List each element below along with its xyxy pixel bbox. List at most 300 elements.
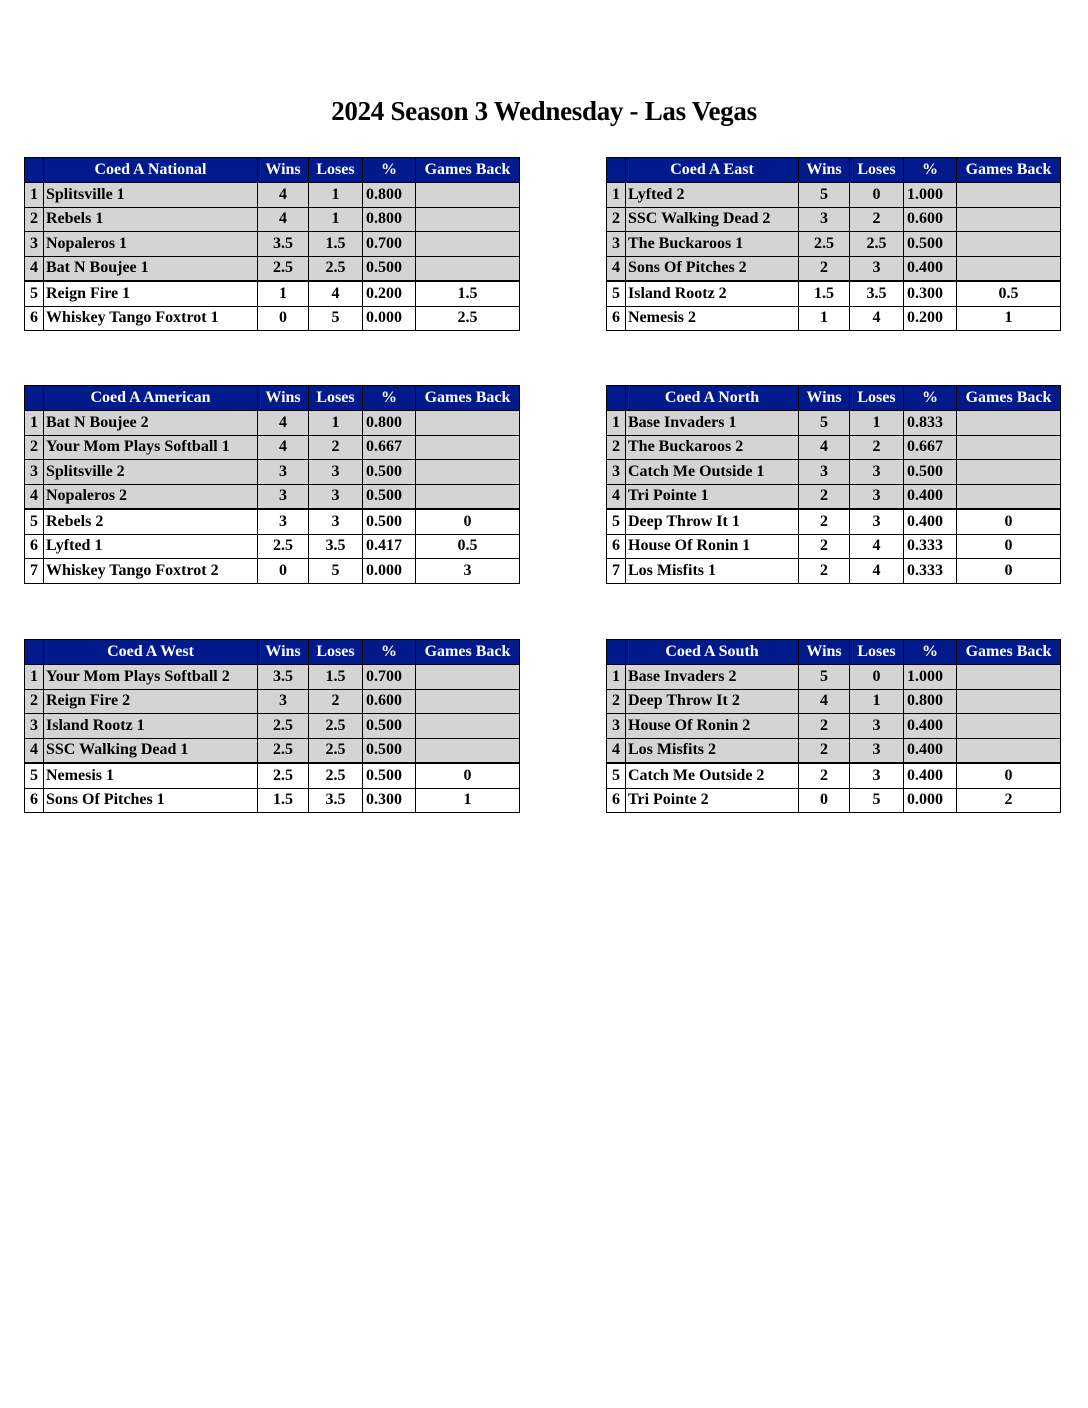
rank-cell: 6 [607,306,626,331]
games-back-cell: 0 [416,509,520,534]
games-back-cell [416,484,520,509]
loses-cell: 4 [850,306,904,331]
table-row [25,689,520,714]
pct-cell: 0.400 [904,484,957,509]
loses-cell: 1 [309,183,363,208]
wins-cell: 2.5 [258,714,309,739]
team-name-cell: Whiskey Tango Foxtrot 1 [44,306,258,331]
pct-cell: 0.500 [363,738,416,763]
pct-cell: 0.333 [904,534,957,559]
pct-cell: 0.400 [904,509,957,534]
wins-cell: 2 [799,559,850,584]
wins-cell: 1.5 [258,788,309,813]
rank-cell: 3 [25,460,44,485]
pct-cell: 0.800 [904,689,957,714]
games-back-cell [957,207,1061,232]
games-back-cell [416,256,520,281]
loses-cell: 2 [850,207,904,232]
wins-header: Wins [799,386,850,411]
loses-cell: 3 [309,484,363,509]
rank-cell: 2 [25,435,44,460]
loses-cell: 3 [850,460,904,485]
team-name-cell: Nopaleros 2 [44,484,258,509]
loses-cell: 4 [850,559,904,584]
table-header-row [25,386,520,411]
wins-cell: 5 [799,665,850,690]
rank-cell: 3 [607,714,626,739]
loses-cell: 3 [309,460,363,485]
loses-cell: 1 [850,689,904,714]
rank-cell: 6 [607,534,626,559]
pct-cell: 0.500 [363,763,416,788]
pct-cell: 0.500 [363,714,416,739]
loses-cell: 5 [309,306,363,331]
team-name-cell: Nemesis 2 [626,306,799,331]
table-row [25,256,520,281]
games-back-cell: 0 [957,534,1061,559]
team-name-cell: Sons Of Pitches 1 [44,788,258,813]
rank-cell: 5 [25,763,44,788]
loses-cell: 2.5 [850,232,904,257]
loses-cell: 5 [850,788,904,813]
rank-header [25,386,44,411]
table-row [607,435,1061,460]
wins-cell: 3 [258,484,309,509]
table-row [25,460,520,485]
rank-cell: 2 [607,207,626,232]
team-name-cell: Reign Fire 1 [44,281,258,306]
loses-header: Loses [309,640,363,665]
division-name: Coed A West [44,640,258,665]
rank-cell: 4 [25,256,44,281]
loses-cell: 2 [309,435,363,460]
loses-cell: 1.5 [309,232,363,257]
wins-cell: 5 [799,411,850,436]
loses-cell: 2 [850,435,904,460]
games-back-cell [957,484,1061,509]
games-back-cell: 3 [416,559,520,584]
table-row [607,306,1061,331]
rank-cell: 1 [607,665,626,690]
loses-cell: 3 [850,484,904,509]
pct-header: % [363,640,416,665]
team-name-cell: SSC Walking Dead 1 [44,738,258,763]
games-back-cell: 0 [957,509,1061,534]
wins-cell: 4 [258,435,309,460]
rank-cell: 2 [25,689,44,714]
standings-table-national [24,157,520,331]
games-back-cell [957,256,1061,281]
loses-cell: 4 [309,281,363,306]
rank-cell: 3 [25,714,44,739]
games-back-cell [416,435,520,460]
table-row [607,207,1061,232]
team-name-cell: Whiskey Tango Foxtrot 2 [44,559,258,584]
table-row [607,788,1061,813]
loses-cell: 2.5 [309,256,363,281]
wins-cell: 2 [799,509,850,534]
wins-cell: 2 [799,714,850,739]
loses-cell: 1 [309,207,363,232]
team-name-cell: Bat N Boujee 1 [44,256,258,281]
pct-header: % [363,386,416,411]
table-row [25,763,520,788]
rank-cell: 6 [607,788,626,813]
games-back-header: Games Back [957,640,1061,665]
pct-header: % [904,640,957,665]
table-row [25,665,520,690]
team-name-cell: Bat N Boujee 2 [44,411,258,436]
games-back-cell [957,665,1061,690]
wins-cell: 1 [799,306,850,331]
pct-cell: 0.500 [363,509,416,534]
pct-cell: 0.400 [904,763,957,788]
rank-cell: 7 [25,559,44,584]
team-name-cell: Los Misfits 2 [626,738,799,763]
table-row [607,689,1061,714]
table-row [607,281,1061,306]
pct-cell: 0.000 [363,306,416,331]
rank-header [25,640,44,665]
pct-cell: 0.300 [363,788,416,813]
games-back-header: Games Back [957,158,1061,183]
games-back-cell [416,738,520,763]
loses-cell: 2.5 [309,738,363,763]
loses-cell: 0 [850,665,904,690]
games-back-cell: 0.5 [957,281,1061,306]
pct-cell: 0.417 [363,534,416,559]
games-back-cell: 0 [957,763,1061,788]
table-row [25,435,520,460]
table-row [25,183,520,208]
wins-cell: 3 [258,689,309,714]
games-back-cell [416,460,520,485]
table-row [25,559,520,584]
pct-cell: 0.200 [363,281,416,306]
rank-cell: 6 [25,788,44,813]
table-row [25,281,520,306]
games-back-cell: 0.5 [416,534,520,559]
table-row [25,534,520,559]
pct-header: % [904,158,957,183]
loses-header: Loses [850,640,904,665]
standings-table-west [24,639,520,813]
games-back-cell: 1 [957,306,1061,331]
pct-cell: 1.000 [904,665,957,690]
pct-cell: 0.400 [904,714,957,739]
pct-header: % [363,158,416,183]
rank-cell: 1 [25,665,44,690]
loses-header: Loses [850,158,904,183]
games-back-cell [957,435,1061,460]
loses-cell: 5 [309,559,363,584]
games-back-cell [957,460,1061,485]
pct-cell: 0.800 [363,411,416,436]
pct-cell: 0.500 [363,460,416,485]
wins-cell: 0 [799,788,850,813]
rank-cell: 5 [25,509,44,534]
pct-cell: 0.500 [904,232,957,257]
table-row [607,509,1061,534]
wins-cell: 3 [799,207,850,232]
wins-cell: 2.5 [258,738,309,763]
pct-cell: 0.700 [363,665,416,690]
loses-header: Loses [850,386,904,411]
team-name-cell: Splitsville 1 [44,183,258,208]
team-name-cell: Tri Pointe 1 [626,484,799,509]
wins-cell: 2 [799,484,850,509]
rank-cell: 5 [607,763,626,788]
team-name-cell: House Of Ronin 1 [626,534,799,559]
table-row [25,714,520,739]
page-title: 2024 Season 3 Wednesday - Las Vegas [331,96,757,126]
rank-cell: 2 [607,689,626,714]
team-name-cell: Reign Fire 2 [44,689,258,714]
pct-cell: 0.333 [904,559,957,584]
pct-cell: 0.833 [904,411,957,436]
rank-header [607,158,626,183]
team-name-cell: Tri Pointe 2 [626,788,799,813]
pct-header: % [904,386,957,411]
rank-cell: 1 [25,183,44,208]
team-name-cell: Island Rootz 2 [626,281,799,306]
games-back-cell [957,232,1061,257]
rank-cell: 5 [607,281,626,306]
table-row [607,534,1061,559]
games-back-cell: 1 [416,788,520,813]
rank-cell: 1 [25,411,44,436]
wins-cell: 3.5 [258,665,309,690]
rank-cell: 3 [25,232,44,257]
rank-cell: 5 [607,509,626,534]
wins-header: Wins [799,158,850,183]
team-name-cell: Base Invaders 1 [626,411,799,436]
wins-cell: 1 [258,281,309,306]
table-row [607,232,1061,257]
games-back-header: Games Back [957,386,1061,411]
games-back-cell: 0 [416,763,520,788]
games-back-cell [957,738,1061,763]
games-back-header: Games Back [416,640,520,665]
table-header-row [607,640,1061,665]
table-row [607,714,1061,739]
team-name-cell: SSC Walking Dead 2 [626,207,799,232]
rank-cell: 6 [25,306,44,331]
team-name-cell: Deep Throw It 2 [626,689,799,714]
games-back-cell [416,665,520,690]
table-header-row [607,158,1061,183]
team-name-cell: Nopaleros 1 [44,232,258,257]
wins-cell: 2 [799,534,850,559]
rank-cell: 3 [607,460,626,485]
games-back-cell: 2 [957,788,1061,813]
loses-cell: 4 [850,534,904,559]
team-name-cell: Your Mom Plays Softball 2 [44,665,258,690]
games-back-cell [957,689,1061,714]
wins-cell: 4 [799,435,850,460]
wins-cell: 2.5 [258,534,309,559]
games-back-cell: 2.5 [416,306,520,331]
games-back-header: Games Back [416,386,520,411]
pct-cell: 0.500 [363,256,416,281]
division-name: Coed A American [44,386,258,411]
division-name: Coed A South [626,640,799,665]
loses-cell: 3.5 [309,534,363,559]
loses-header: Loses [309,158,363,183]
loses-cell: 2.5 [309,714,363,739]
division-name: Coed A National [44,158,258,183]
pct-cell: 0.400 [904,256,957,281]
loses-cell: 1.5 [309,665,363,690]
team-name-cell: House Of Ronin 2 [626,714,799,739]
rank-header [607,386,626,411]
wins-cell: 2.5 [799,232,850,257]
wins-cell: 2 [799,763,850,788]
pct-cell: 0.300 [904,281,957,306]
table-row [25,207,520,232]
division-name: Coed A North [626,386,799,411]
team-name-cell: Catch Me Outside 1 [626,460,799,485]
table-row [607,183,1061,208]
loses-cell: 0 [850,183,904,208]
team-name-cell: Catch Me Outside 2 [626,763,799,788]
loses-header: Loses [309,386,363,411]
table-row [25,232,520,257]
pct-cell: 1.000 [904,183,957,208]
table-row [607,411,1061,436]
table-row [607,559,1061,584]
team-name-cell: Lyfted 2 [626,183,799,208]
table-header-row [25,640,520,665]
table-header-row [25,158,520,183]
wins-cell: 2.5 [258,256,309,281]
team-name-cell: Your Mom Plays Softball 1 [44,435,258,460]
table-row [607,665,1061,690]
wins-cell: 5 [799,183,850,208]
loses-cell: 3 [850,714,904,739]
team-name-cell: The Buckaroos 2 [626,435,799,460]
loses-cell: 3.5 [309,788,363,813]
wins-cell: 0 [258,559,309,584]
team-name-cell: The Buckaroos 1 [626,232,799,257]
table-row [607,460,1061,485]
wins-cell: 2 [799,256,850,281]
wins-header: Wins [258,386,309,411]
loses-cell: 3 [850,763,904,788]
loses-cell: 2.5 [309,763,363,788]
team-name-cell: Deep Throw It 1 [626,509,799,534]
rank-cell: 4 [607,484,626,509]
pct-cell: 0.667 [904,435,957,460]
loses-cell: 1 [309,411,363,436]
rank-header [25,158,44,183]
wins-cell: 1.5 [799,281,850,306]
wins-cell: 3 [799,460,850,485]
rank-cell: 3 [607,232,626,257]
pct-cell: 0.400 [904,738,957,763]
team-name-cell: Nemesis 1 [44,763,258,788]
rank-cell: 1 [607,183,626,208]
rank-cell: 4 [607,256,626,281]
loses-cell: 2 [309,689,363,714]
table-row [607,738,1061,763]
wins-header: Wins [799,640,850,665]
games-back-cell [416,411,520,436]
loses-cell: 3.5 [850,281,904,306]
standings-table-south [606,639,1061,813]
wins-cell: 3 [258,509,309,534]
standings-table-american [24,385,520,584]
wins-cell: 4 [258,411,309,436]
pct-cell: 0.200 [904,306,957,331]
rank-cell: 6 [25,534,44,559]
rank-cell: 7 [607,559,626,584]
table-row [25,484,520,509]
table-row [25,738,520,763]
games-back-cell [957,714,1061,739]
standings-table-east [606,157,1061,331]
wins-header: Wins [258,158,309,183]
wins-cell: 2 [799,738,850,763]
rank-header [607,640,626,665]
table-row [607,484,1061,509]
loses-cell: 3 [850,738,904,763]
games-back-cell [416,689,520,714]
wins-cell: 3 [258,460,309,485]
loses-cell: 3 [309,509,363,534]
pct-cell: 0.000 [904,788,957,813]
games-back-cell [416,207,520,232]
pct-cell: 0.000 [363,559,416,584]
pct-cell: 0.500 [363,484,416,509]
team-name-cell: Sons Of Pitches 2 [626,256,799,281]
team-name-cell: Base Invaders 2 [626,665,799,690]
team-name-cell: Rebels 2 [44,509,258,534]
games-back-header: Games Back [416,158,520,183]
pct-cell: 0.600 [904,207,957,232]
wins-header: Wins [258,640,309,665]
wins-cell: 4 [258,207,309,232]
games-back-cell [957,183,1061,208]
games-back-cell [416,714,520,739]
wins-cell: 0 [258,306,309,331]
pct-cell: 0.667 [363,435,416,460]
table-row [607,256,1061,281]
wins-cell: 2.5 [258,763,309,788]
pct-cell: 0.600 [363,689,416,714]
table-row [607,763,1061,788]
wins-cell: 3.5 [258,232,309,257]
loses-cell: 1 [850,411,904,436]
table-header-row [607,386,1061,411]
division-name: Coed A East [626,158,799,183]
table-row [25,788,520,813]
loses-cell: 3 [850,256,904,281]
rank-cell: 4 [607,738,626,763]
rank-cell: 4 [25,484,44,509]
table-row [25,306,520,331]
loses-cell: 3 [850,509,904,534]
pct-cell: 0.800 [363,183,416,208]
rank-cell: 2 [25,207,44,232]
pct-cell: 0.500 [904,460,957,485]
rank-cell: 4 [25,738,44,763]
standings-table-north [606,385,1061,584]
rank-cell: 2 [607,435,626,460]
games-back-cell [416,232,520,257]
pct-cell: 0.800 [363,207,416,232]
rank-cell: 1 [607,411,626,436]
